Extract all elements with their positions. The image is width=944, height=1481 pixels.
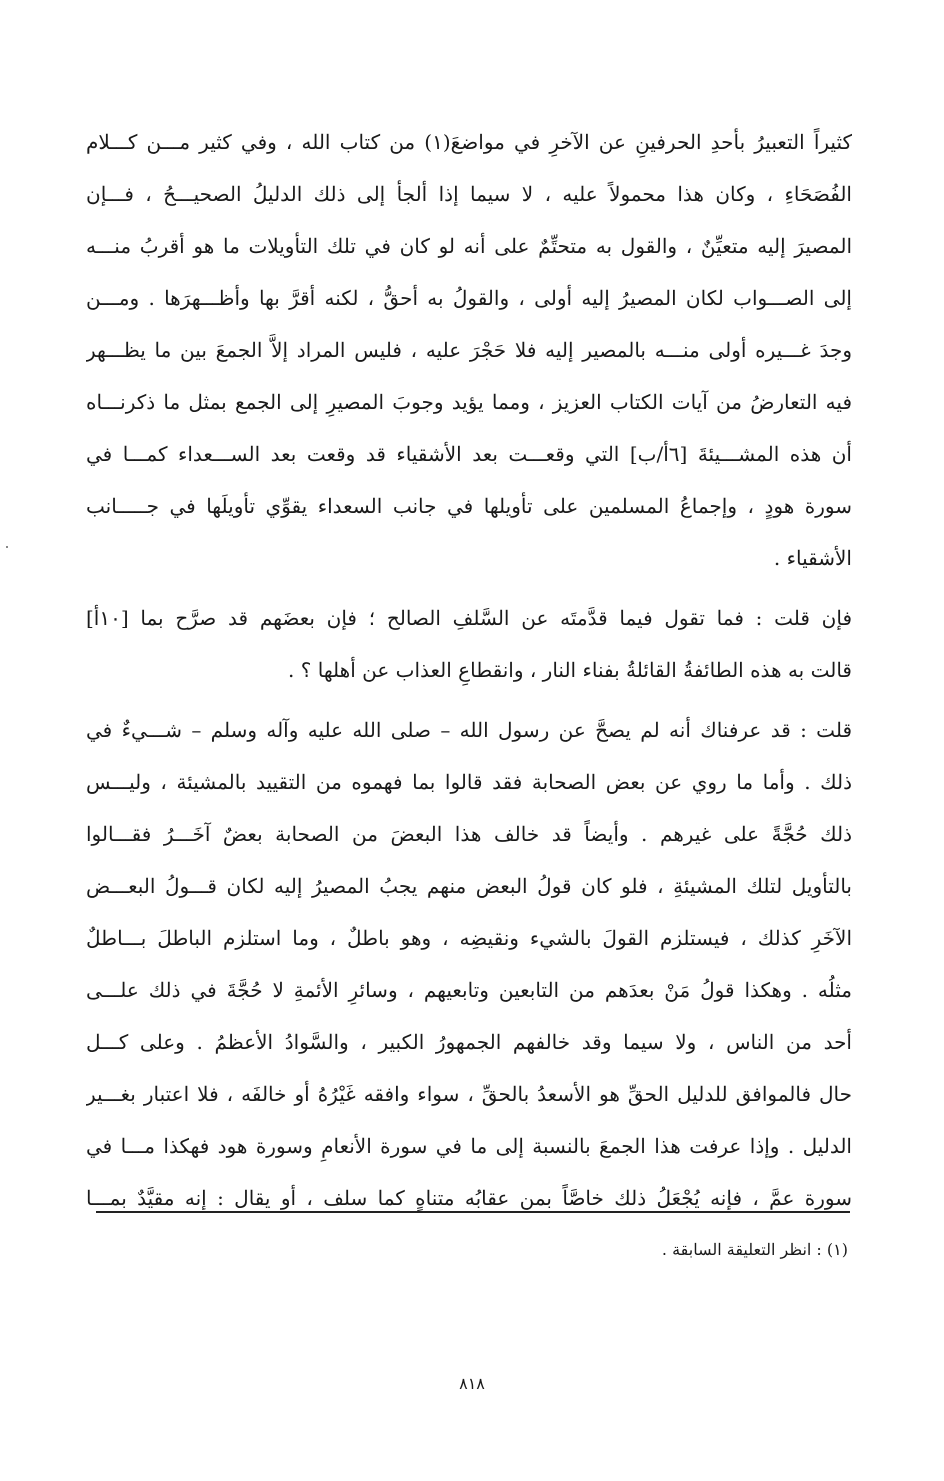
text-line: ذلك حُجَّةً على غيرهم . وأيضاً قد خالف هذا البعضَ من الصحابة بعضٌ آخَـــرُ فقـــالوا bbox=[86, 822, 852, 846]
text-line: أحد من الناس ، ولا سيما وقد خالفهم الجمهورُ الكبير ، والسَّوادُ الأعظمُ . وعلى كـــل bbox=[86, 1030, 852, 1054]
paragraph-1 bbox=[86, 116, 852, 584]
text-line: فيه التعارضُ من آيات الكتاب العزيز ، ومما يؤيد وجوبَ المصيرِ إلى الجمع بمثل ما ذكرنـــاه bbox=[86, 390, 852, 414]
text-line: الأشقياء . bbox=[773, 546, 852, 570]
text-line: سورة عمَّ ، فإنه يُجْعَلُ ذلك خاصَّاً بمن عقابُه متناهٍ كما سلف ، أو يقال : إنه مقيَّدٌ بمـــا bbox=[86, 1186, 852, 1210]
text-line: أن هذه المشـــيئةَ [٦أ/ب] التي وقعـــت بعد الأشقياء قد وقعت بعد الســـعداء كمـــا في bbox=[86, 442, 852, 466]
text-line: الفُصَحَاءِ ، وكان هذا محمولاً عليه ، لا سيما إذا ألجأ إلى ذلك الدليلُ الصحيـــحُ ، فـــإن bbox=[86, 182, 852, 206]
text-line: بالتأويل لتلك المشيئةِ ، فلو كان قولُ البعض منهم يجبُ المصيرُ إليه لكان قـــولُ البعـــض bbox=[86, 874, 852, 898]
text-line: وجدَ غـــيره أولى منـــه بالمصير إليه فلا حَجْرَ عليه ، فليس المراد إلاَّ الجمعَ بين ما يظـــهر bbox=[86, 338, 852, 362]
text-line: ذلك . وأما ما روي عن بعض الصحابة فقد قالوا بما فهموه من التقييد بالمشيئة ، وليـــس bbox=[86, 770, 852, 794]
main-text bbox=[86, 116, 852, 1224]
text-line: حال فالموافق للدليل الحقِّ هو الأسعدُ بالحقِّ ، سواء وافقه غَيْرُهُ أو خالفَه ، فلا اعتبار بغـــير bbox=[86, 1082, 852, 1106]
text-line: الآخَرِ كذلك ، فيستلزم القولَ بالشيء ونقيضِه ، وهو باطلٌ ، وما استلزم الباطلَ بـــاطلٌ bbox=[86, 926, 852, 950]
margin-speck bbox=[6, 546, 8, 548]
paragraph-2 bbox=[86, 592, 852, 696]
text-line: كثيراً التعبيرُ بأحدِ الحرفينِ عن الآخرِ في مواضعَ(١) من كتاب الله ، وفي كثير مـــن كـــلام bbox=[86, 130, 852, 154]
text-line: سورة هودٍ ، وإجماعُ المسلمين على تأويلها في جانب السعداء يقوِّي تأويلَها في جـــــانب bbox=[86, 494, 852, 518]
page-number: ٨١٨ bbox=[459, 1374, 485, 1393]
paragraph-gap bbox=[86, 584, 852, 592]
text-line: قلت : قد عرفناك أنه لم يصحَّ عن رسول الله – صلى الله عليه وآله وسلم – شـــيءٌ في bbox=[86, 718, 852, 742]
text-line: مثلُه . وهكذا قولُ مَنْ بعدَهم من التابعين وتابعيهم ، وسائرِ الأئمةِ لا حُجَّةَ في ذلك علـــى bbox=[86, 978, 852, 1002]
text-line: المصيرَ إليه متعيِّنٌ ، والقول به متحتِّمٌ على أنه لو كان في تلك التأويلات ما هو أقربُ منـــه bbox=[86, 234, 852, 258]
text-line: إلى الصـــواب لكان المصيرُ إليه أولى ، والقولُ به أحقُّ ، لكنه أقرَّ بها وأظـــهرَها . ومـــن bbox=[86, 286, 852, 310]
paragraph-gap bbox=[86, 696, 852, 704]
text-line: الدليل . وإذا عرفت هذا الجمعَ بالنسبة إلى ما في سورة الأنعامِ وسورة هود فهكذا مـــا في bbox=[86, 1134, 852, 1158]
paragraph-3 bbox=[86, 704, 852, 1224]
footnote-divider bbox=[96, 1211, 850, 1213]
text-line: فإن قلت : فما تقول فيما قدَّمتَه عن السَّلفِ الصالح ؛ فإن بعضَهم قد صرَّح بما [١٠أ] bbox=[86, 606, 852, 630]
text-line: قالت به هذه الطائفةُ القائلةُ بفناء النار ، وانقطاعِ العذاب عن أهلها ؟ . bbox=[288, 658, 852, 682]
footnote: (١) : انظر التعليقة السابقة . bbox=[661, 1240, 848, 1259]
